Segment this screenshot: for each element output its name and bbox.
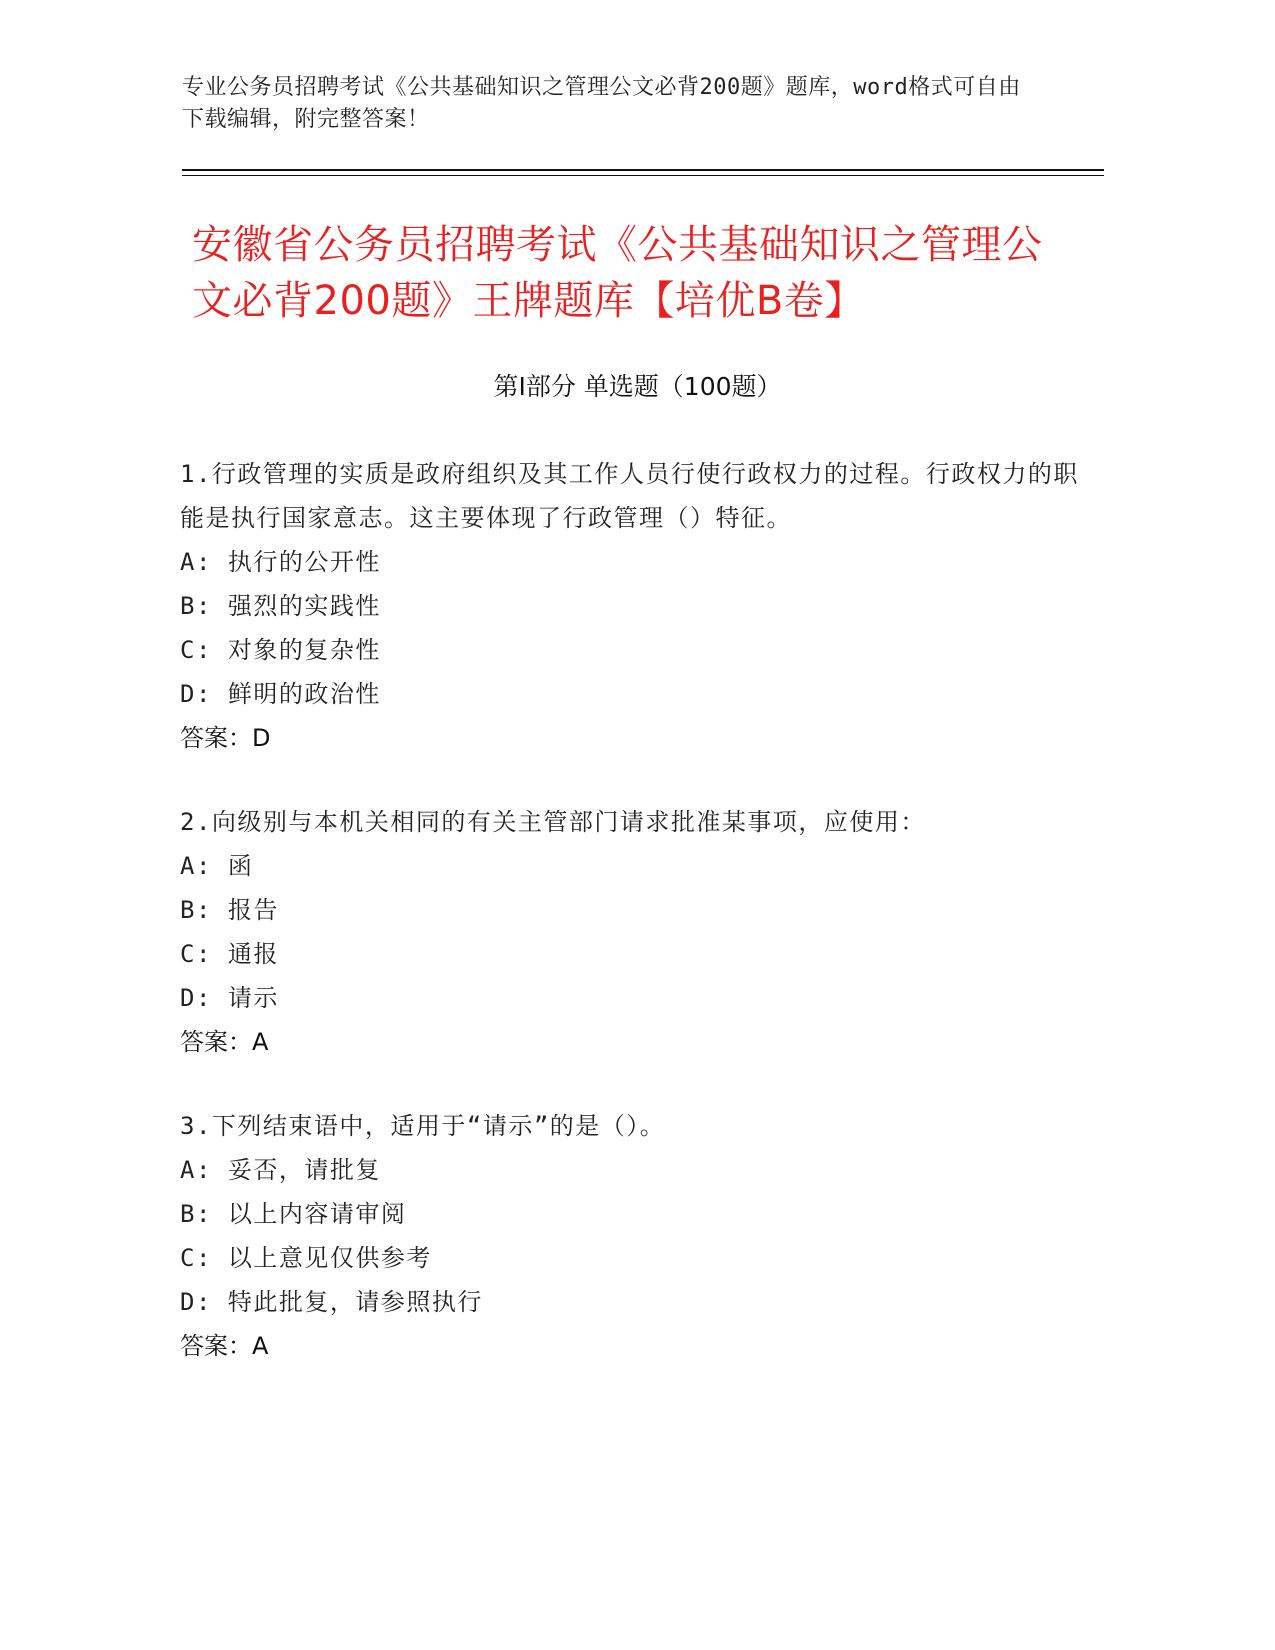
option-b: B: 报告 [180, 896, 279, 924]
section-heading: 第I部分 单选题（100题） [493, 372, 782, 401]
answer: 答案：A [180, 1028, 269, 1056]
answer: 答案：A [180, 1332, 269, 1360]
question-3 [180, 1104, 1100, 1368]
option-d: D: 特此批复，请参照执行 [180, 1288, 483, 1316]
option-d: D: 鲜明的政治性 [180, 680, 381, 708]
question-2 [180, 800, 1100, 1064]
option-a: A: 函 [180, 852, 254, 880]
option-c: C: 以上意见仅供参考 [180, 1244, 432, 1272]
option-b: B: 以上内容请审阅 [180, 1200, 407, 1228]
question-stem: 1.行政管理的实质是政府组织及其工作人员行使行政权力的过程。行政权力的职能是执行国家意志。这主要体现了行政管理（）特征。 [180, 460, 1079, 532]
header-divider-thin [182, 175, 1104, 176]
option-a: A: 妥否，请批复 [180, 1156, 381, 1184]
answer: 答案：D [180, 724, 271, 752]
option-a: A: 执行的公开性 [180, 548, 381, 576]
header-divider-thick [182, 169, 1104, 171]
question-stem: 3.下列结束语中，适用于“请示”的是（）。 [180, 1112, 666, 1140]
question-stem: 2.向级别与本机关相同的有关主管部门请求批准某事项，应使用： [180, 808, 926, 836]
header-note: 专业公务员招聘考试《公共基础知识之管理公文必背200题》题库，word格式可自由下载编辑，附完整答案！ [182, 75, 1021, 132]
option-c: C: 通报 [180, 940, 279, 968]
question-list [180, 452, 1100, 1408]
question-1 [180, 452, 1100, 760]
document-title: 安徽省公务员招聘考试《公共基础知识之管理公文必背200题》王牌题库【培优B卷】 [192, 222, 1043, 324]
option-d: D: 请示 [180, 984, 279, 1012]
option-c: C: 对象的复杂性 [180, 636, 381, 664]
option-b: B: 强烈的实践性 [180, 592, 381, 620]
